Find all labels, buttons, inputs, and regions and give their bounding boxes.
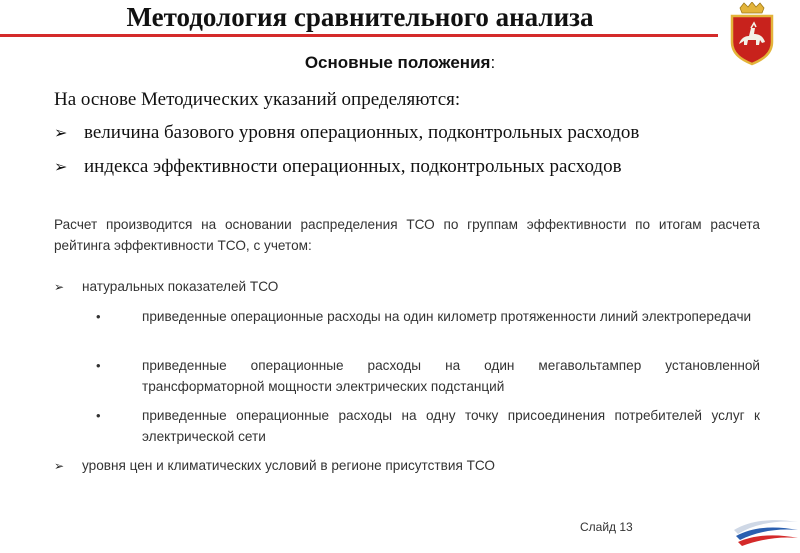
list-item — [96, 405, 760, 447]
page-title: Методология сравнительного анализа — [126, 2, 594, 32]
list-item-text: приведенные операционные расходы на один мегавольтампер установленной трансформаторной мощности электрических подстанций — [142, 358, 760, 394]
arrow-bullet-icon: ➢ — [54, 459, 65, 473]
arrow-bullet-icon: ➢ — [54, 125, 68, 142]
main-bullet — [54, 122, 639, 144]
list-item-text: приведенные операционные расходы на одну точку присоединения потребителей услуг к электрической сети — [142, 408, 760, 444]
intro-text: На основе Методических указаний определяются: — [54, 89, 461, 110]
arrow-bullet-icon: ➢ — [54, 159, 68, 176]
title-divider — [0, 34, 718, 37]
list-item — [96, 355, 760, 397]
factor-bullet — [54, 455, 760, 477]
flag-swoosh-icon — [730, 508, 800, 548]
factor-text: натуральных показателей ТСО — [82, 279, 279, 294]
factor-bullet — [54, 276, 760, 298]
factor-text: уровня цен и климатических условий в регионе присутствия ТСО — [82, 458, 495, 473]
main-bullet-text: индекса эффективности операционных, подконтрольных расходов — [84, 156, 622, 177]
main-bullet — [54, 156, 622, 178]
list-item-text: приведенные операционные расходы на один километр протяженности линий электропередачи — [142, 309, 752, 324]
dot-bullet-icon: • — [96, 309, 101, 324]
dot-bullet-icon: • — [96, 408, 101, 423]
subtitle-suffix: : — [490, 53, 496, 72]
slide-number: Слайд 13 — [580, 520, 633, 534]
main-bullet-text: величина базового уровня операционных, подконтрольных расходов — [84, 122, 640, 143]
subtitle-bold: Основные положения — [304, 53, 491, 72]
list-item — [96, 306, 760, 327]
arrow-bullet-icon: ➢ — [54, 280, 65, 294]
calc-paragraph: Расчет производится на основании распределения ТСО по группам эффективности по итогам расчета рейтинга эффективности ТСО, с учетом: — [54, 217, 760, 253]
section-subtitle — [0, 53, 800, 73]
dot-bullet-icon: • — [96, 358, 101, 373]
